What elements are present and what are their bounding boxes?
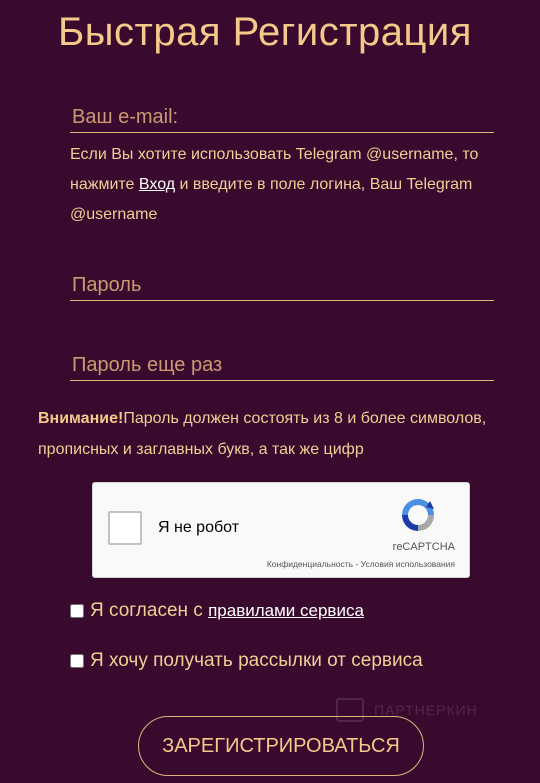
password-field-wrapper — [70, 270, 494, 301]
recaptcha-links — [267, 559, 455, 569]
recaptcha-brand: reCAPTCHA — [392, 541, 455, 553]
recaptcha-terms-link[interactable]: Условия использования — [360, 559, 455, 569]
page-title: Быстрая Регистрация — [58, 10, 472, 54]
recaptcha-separator: - — [353, 559, 361, 569]
warning-label: Внимание! — [38, 410, 124, 427]
email-field[interactable] — [70, 102, 494, 132]
hint-text-start: Если Вы хотите использовать Telegram @username, то нажмите — [70, 146, 479, 193]
rules-link[interactable]: правилами сервиса — [208, 601, 364, 620]
agree-checkbox[interactable] — [70, 604, 84, 618]
recaptcha-logo-icon — [398, 495, 438, 535]
password-repeat-field-wrapper — [70, 350, 494, 381]
recaptcha-widget — [92, 482, 470, 578]
login-link[interactable]: Вход — [138, 176, 176, 193]
recaptcha-privacy-link[interactable]: Конфиденциальность — [266, 559, 354, 569]
watermark-text: ПАРТНЕРКИН — [374, 702, 478, 718]
telegram-hint — [70, 140, 480, 230]
email-field-wrapper — [70, 102, 494, 133]
password-warning — [38, 403, 508, 465]
newsletter-checkbox[interactable] — [70, 654, 84, 668]
register-button[interactable]: ЗАРЕГИСТРИРОВАТЬСЯ — [138, 716, 424, 776]
newsletter-text: Я хочу получать рассылки от сервиса — [90, 650, 423, 671]
recaptcha-checkbox[interactable] — [108, 511, 142, 545]
agree-row[interactable] — [70, 600, 364, 622]
password-repeat-field[interactable] — [70, 350, 494, 380]
hint-text-end: и введите в поле логина, Ваш Telegram @username — [70, 176, 473, 223]
recaptcha-label: Я не робот — [158, 519, 240, 536]
password-field[interactable] — [70, 270, 494, 300]
warning-text: Пароль должен состоять из 8 и более символов, прописных и заглавных букв, а так же цифр — [38, 410, 487, 458]
newsletter-row[interactable] — [70, 650, 423, 672]
agree-text: Я согласен с — [90, 600, 203, 621]
